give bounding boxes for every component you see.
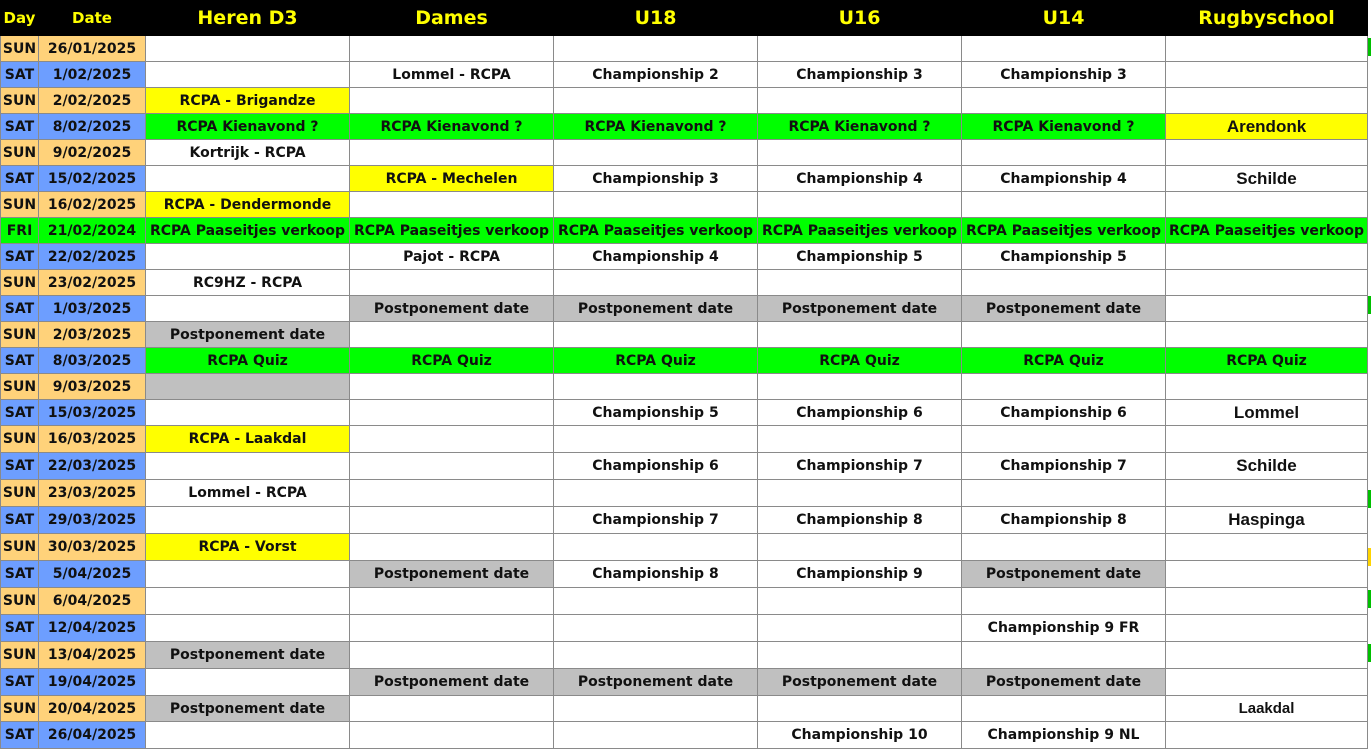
day-cell: SAT — [1, 400, 39, 426]
heren-d3-cell: Postponement date — [146, 322, 350, 348]
table-row — [1, 36, 1368, 62]
dames-cell — [350, 270, 554, 296]
rugbyschool-cell: Schilde — [1166, 453, 1368, 480]
heren-d3-cell: RCPA - Vorst — [146, 534, 350, 561]
table-row — [1, 480, 1368, 507]
rugbyschool-cell: RCPA Quiz — [1166, 348, 1368, 374]
heren-d3-cell — [146, 400, 350, 426]
heren-d3-cell: Kortrijk - RCPA — [146, 140, 350, 166]
u18-cell: Postponement date — [554, 669, 758, 696]
header-rugbyschool: Rugbyschool — [1166, 1, 1368, 36]
table-row — [1, 218, 1368, 244]
dames-cell — [350, 400, 554, 426]
dames-cell: RCPA Kienavond ? — [350, 114, 554, 140]
u18-cell — [554, 696, 758, 722]
table-row — [1, 534, 1368, 561]
heren-d3-cell — [146, 36, 350, 62]
heren-d3-cell — [146, 669, 350, 696]
day-cell: SAT — [1, 561, 39, 588]
header-day: Day — [1, 1, 39, 36]
u18-cell — [554, 374, 758, 400]
rugbyschool-cell — [1166, 669, 1368, 696]
rugbyschool-cell — [1166, 140, 1368, 166]
rugbyschool-cell: Laakdal — [1166, 696, 1368, 722]
date-cell: 8/03/2025 — [39, 348, 146, 374]
heren-d3-cell — [146, 507, 350, 534]
date-cell: 19/04/2025 — [39, 669, 146, 696]
date-cell: 23/02/2025 — [39, 270, 146, 296]
u16-cell: Postponement date — [758, 296, 962, 322]
u14-cell — [962, 480, 1166, 507]
date-cell: 6/04/2025 — [39, 588, 146, 615]
day-cell: SUN — [1, 642, 39, 669]
rugbyschool-cell — [1166, 62, 1368, 88]
date-cell: 26/01/2025 — [39, 36, 146, 62]
day-cell: SAT — [1, 166, 39, 192]
day-cell: SUN — [1, 426, 39, 453]
table-row — [1, 322, 1368, 348]
heren-d3-cell: RCPA - Brigandze — [146, 88, 350, 114]
u14-cell — [962, 588, 1166, 615]
dames-cell — [350, 192, 554, 218]
u14-cell — [962, 696, 1166, 722]
dames-cell: Postponement date — [350, 669, 554, 696]
u14-cell: RCPA Paaseitjes verkoop — [962, 218, 1166, 244]
rugbyschool-cell — [1166, 296, 1368, 322]
rugbyschool-cell — [1166, 374, 1368, 400]
heren-d3-cell — [146, 296, 350, 322]
dames-cell — [350, 374, 554, 400]
u14-cell — [962, 88, 1166, 114]
header-u16: U16 — [758, 1, 962, 36]
schedule-body — [1, 36, 1368, 749]
rugbyschool-cell — [1166, 561, 1368, 588]
dames-cell: Lommel - RCPA — [350, 62, 554, 88]
date-cell: 12/04/2025 — [39, 615, 146, 642]
u18-cell: Championship 7 — [554, 507, 758, 534]
table-row — [1, 192, 1368, 218]
date-cell: 8/02/2025 — [39, 114, 146, 140]
u16-cell: RCPA Kienavond ? — [758, 114, 962, 140]
table-row — [1, 348, 1368, 374]
u18-cell — [554, 36, 758, 62]
day-cell: SUN — [1, 36, 39, 62]
heren-d3-cell: RCPA Quiz — [146, 348, 350, 374]
rugbyschool-cell — [1166, 322, 1368, 348]
u16-cell: Championship 9 — [758, 561, 962, 588]
rugbyschool-cell — [1166, 480, 1368, 507]
date-cell: 5/04/2025 — [39, 561, 146, 588]
u14-cell: RCPA Kienavond ? — [962, 114, 1166, 140]
heren-d3-cell — [146, 453, 350, 480]
dames-cell — [350, 696, 554, 722]
day-cell: FRI — [1, 218, 39, 244]
u18-cell — [554, 88, 758, 114]
u16-cell: Championship 4 — [758, 166, 962, 192]
u14-cell — [962, 140, 1166, 166]
u16-cell: Postponement date — [758, 669, 962, 696]
heren-d3-cell — [146, 62, 350, 88]
u14-cell: Championship 9 NL — [962, 722, 1166, 749]
table-row — [1, 561, 1368, 588]
table-row — [1, 62, 1368, 88]
dames-cell — [350, 642, 554, 669]
u16-cell: Championship 6 — [758, 400, 962, 426]
day-cell: SUN — [1, 534, 39, 561]
u14-cell: Postponement date — [962, 669, 1166, 696]
dames-cell — [350, 534, 554, 561]
table-row — [1, 296, 1368, 322]
u16-cell: Championship 5 — [758, 244, 962, 270]
date-cell: 30/03/2025 — [39, 534, 146, 561]
table-row — [1, 114, 1368, 140]
date-cell: 22/03/2025 — [39, 453, 146, 480]
dames-cell: Pajot - RCPA — [350, 244, 554, 270]
table-row — [1, 400, 1368, 426]
date-cell: 13/04/2025 — [39, 642, 146, 669]
day-cell: SAT — [1, 722, 39, 749]
day-cell: SAT — [1, 669, 39, 696]
u18-cell — [554, 270, 758, 296]
u14-cell: Championship 9 FR — [962, 615, 1166, 642]
u18-cell: Championship 4 — [554, 244, 758, 270]
u18-cell — [554, 426, 758, 453]
day-cell: SUN — [1, 270, 39, 296]
dames-cell — [350, 722, 554, 749]
rugbyschool-cell — [1166, 588, 1368, 615]
date-cell: 1/02/2025 — [39, 62, 146, 88]
day-cell: SUN — [1, 322, 39, 348]
heren-d3-cell — [146, 615, 350, 642]
day-cell: SAT — [1, 348, 39, 374]
rugbyschool-cell — [1166, 88, 1368, 114]
date-cell: 15/02/2025 — [39, 166, 146, 192]
table-row — [1, 669, 1368, 696]
dames-cell — [350, 36, 554, 62]
u16-cell — [758, 426, 962, 453]
table-row — [1, 588, 1368, 615]
u14-cell: RCPA Quiz — [962, 348, 1166, 374]
heren-d3-cell: RCPA Paaseitjes verkoop — [146, 218, 350, 244]
u14-cell — [962, 534, 1166, 561]
rugbyschool-cell — [1166, 642, 1368, 669]
day-cell: SUN — [1, 140, 39, 166]
u18-cell — [554, 722, 758, 749]
u18-cell: Championship 5 — [554, 400, 758, 426]
u18-cell — [554, 615, 758, 642]
heren-d3-cell — [146, 561, 350, 588]
heren-d3-cell — [146, 166, 350, 192]
dames-cell: Postponement date — [350, 296, 554, 322]
day-cell: SAT — [1, 453, 39, 480]
date-cell: 23/03/2025 — [39, 480, 146, 507]
table-row — [1, 642, 1368, 669]
day-cell: SAT — [1, 507, 39, 534]
u18-cell — [554, 140, 758, 166]
u14-cell: Postponement date — [962, 296, 1166, 322]
date-cell: 20/04/2025 — [39, 696, 146, 722]
table-row — [1, 374, 1368, 400]
u16-cell — [758, 642, 962, 669]
header-u18: U18 — [554, 1, 758, 36]
rugbyschool-cell — [1166, 722, 1368, 749]
u18-cell — [554, 642, 758, 669]
heren-d3-cell — [146, 722, 350, 749]
table-row — [1, 244, 1368, 270]
date-cell: 16/02/2025 — [39, 192, 146, 218]
table-row — [1, 88, 1368, 114]
u14-cell: Championship 3 — [962, 62, 1166, 88]
dames-cell — [350, 588, 554, 615]
heren-d3-cell: RCPA - Dendermonde — [146, 192, 350, 218]
day-cell: SAT — [1, 114, 39, 140]
day-cell: SUN — [1, 192, 39, 218]
u14-cell — [962, 426, 1166, 453]
day-cell: SAT — [1, 615, 39, 642]
date-cell: 21/02/2024 — [39, 218, 146, 244]
day-cell: SAT — [1, 296, 39, 322]
date-cell: 29/03/2025 — [39, 507, 146, 534]
u14-cell — [962, 192, 1166, 218]
date-cell: 16/03/2025 — [39, 426, 146, 453]
table-row — [1, 696, 1368, 722]
rugbyschool-cell — [1166, 192, 1368, 218]
rugbyschool-cell — [1166, 426, 1368, 453]
u16-cell — [758, 696, 962, 722]
date-cell: 22/02/2025 — [39, 244, 146, 270]
u18-cell — [554, 480, 758, 507]
u18-cell: RCPA Quiz — [554, 348, 758, 374]
u18-cell — [554, 192, 758, 218]
u18-cell: RCPA Kienavond ? — [554, 114, 758, 140]
u18-cell: RCPA Paaseitjes verkoop — [554, 218, 758, 244]
date-cell: 15/03/2025 — [39, 400, 146, 426]
day-cell: SUN — [1, 88, 39, 114]
u16-cell — [758, 192, 962, 218]
header-date: Date — [39, 1, 146, 36]
rugbyschool-cell: RCPA Paaseitjes verkoop — [1166, 218, 1368, 244]
date-cell: 1/03/2025 — [39, 296, 146, 322]
u14-cell — [962, 270, 1166, 296]
u18-cell: Championship 3 — [554, 166, 758, 192]
rugbyschool-cell — [1166, 534, 1368, 561]
heren-d3-cell — [146, 588, 350, 615]
dames-cell: RCPA - Mechelen — [350, 166, 554, 192]
date-cell: 9/02/2025 — [39, 140, 146, 166]
day-cell: SUN — [1, 588, 39, 615]
u16-cell — [758, 88, 962, 114]
dames-cell: RCPA Quiz — [350, 348, 554, 374]
day-cell: SAT — [1, 244, 39, 270]
u14-cell — [962, 642, 1166, 669]
rugbyschool-cell: Arendonk — [1166, 114, 1368, 140]
u14-cell: Championship 5 — [962, 244, 1166, 270]
header-heren-d3: Heren D3 — [146, 1, 350, 36]
table-row — [1, 270, 1368, 296]
u18-cell — [554, 322, 758, 348]
table-row — [1, 453, 1368, 480]
dames-cell — [350, 507, 554, 534]
rugbyschool-cell — [1166, 244, 1368, 270]
u14-cell — [962, 322, 1166, 348]
heren-d3-cell: Lommel - RCPA — [146, 480, 350, 507]
table-row — [1, 140, 1368, 166]
date-cell: 9/03/2025 — [39, 374, 146, 400]
dames-cell — [350, 615, 554, 642]
dames-cell — [350, 480, 554, 507]
heren-d3-cell: RC9HZ - RCPA — [146, 270, 350, 296]
rugbyschool-cell — [1166, 270, 1368, 296]
u16-cell: Championship 7 — [758, 453, 962, 480]
table-row — [1, 166, 1368, 192]
u18-cell: Championship 8 — [554, 561, 758, 588]
heren-d3-cell: Postponement date — [146, 642, 350, 669]
day-cell: SAT — [1, 62, 39, 88]
u16-cell — [758, 534, 962, 561]
dames-cell — [350, 426, 554, 453]
heren-d3-cell: RCPA Kienavond ? — [146, 114, 350, 140]
rugbyschool-cell: Lommel — [1166, 400, 1368, 426]
heren-d3-cell: RCPA - Laakdal — [146, 426, 350, 453]
table-row — [1, 426, 1368, 453]
day-cell: SUN — [1, 480, 39, 507]
dames-cell — [350, 453, 554, 480]
u18-cell: Championship 2 — [554, 62, 758, 88]
u14-cell: Championship 6 — [962, 400, 1166, 426]
u16-cell — [758, 374, 962, 400]
u14-cell: Championship 7 — [962, 453, 1166, 480]
header-u14: U14 — [962, 1, 1166, 36]
u14-cell: Championship 4 — [962, 166, 1166, 192]
date-cell: 2/02/2025 — [39, 88, 146, 114]
u16-cell — [758, 615, 962, 642]
u16-cell — [758, 588, 962, 615]
u18-cell — [554, 588, 758, 615]
u18-cell: Postponement date — [554, 296, 758, 322]
u16-cell: RCPA Paaseitjes verkoop — [758, 218, 962, 244]
u16-cell — [758, 140, 962, 166]
u14-cell: Championship 8 — [962, 507, 1166, 534]
day-cell: SUN — [1, 374, 39, 400]
u16-cell — [758, 270, 962, 296]
rugbyschool-cell — [1166, 615, 1368, 642]
u16-cell — [758, 36, 962, 62]
u18-cell — [554, 534, 758, 561]
header-dames: Dames — [350, 1, 554, 36]
day-cell: SUN — [1, 696, 39, 722]
table-row — [1, 507, 1368, 534]
u16-cell: Championship 8 — [758, 507, 962, 534]
rugbyschool-cell — [1166, 36, 1368, 62]
date-cell: 2/03/2025 — [39, 322, 146, 348]
table-row — [1, 615, 1368, 642]
dames-cell — [350, 140, 554, 166]
u16-cell: Championship 10 — [758, 722, 962, 749]
rugbyschool-cell: Schilde — [1166, 166, 1368, 192]
u18-cell: Championship 6 — [554, 453, 758, 480]
u16-cell — [758, 322, 962, 348]
u16-cell: RCPA Quiz — [758, 348, 962, 374]
heren-d3-cell — [146, 374, 350, 400]
u14-cell — [962, 36, 1166, 62]
dames-cell — [350, 322, 554, 348]
heren-d3-cell — [146, 244, 350, 270]
dames-cell: RCPA Paaseitjes verkoop — [350, 218, 554, 244]
dames-cell — [350, 88, 554, 114]
u14-cell: Postponement date — [962, 561, 1166, 588]
u16-cell: Championship 3 — [758, 62, 962, 88]
u14-cell — [962, 374, 1166, 400]
table-row — [1, 722, 1368, 749]
date-cell: 26/04/2025 — [39, 722, 146, 749]
dames-cell: Postponement date — [350, 561, 554, 588]
rugbyschool-cell: Haspinga — [1166, 507, 1368, 534]
heren-d3-cell: Postponement date — [146, 696, 350, 722]
u16-cell — [758, 480, 962, 507]
header-row — [1, 1, 1368, 36]
